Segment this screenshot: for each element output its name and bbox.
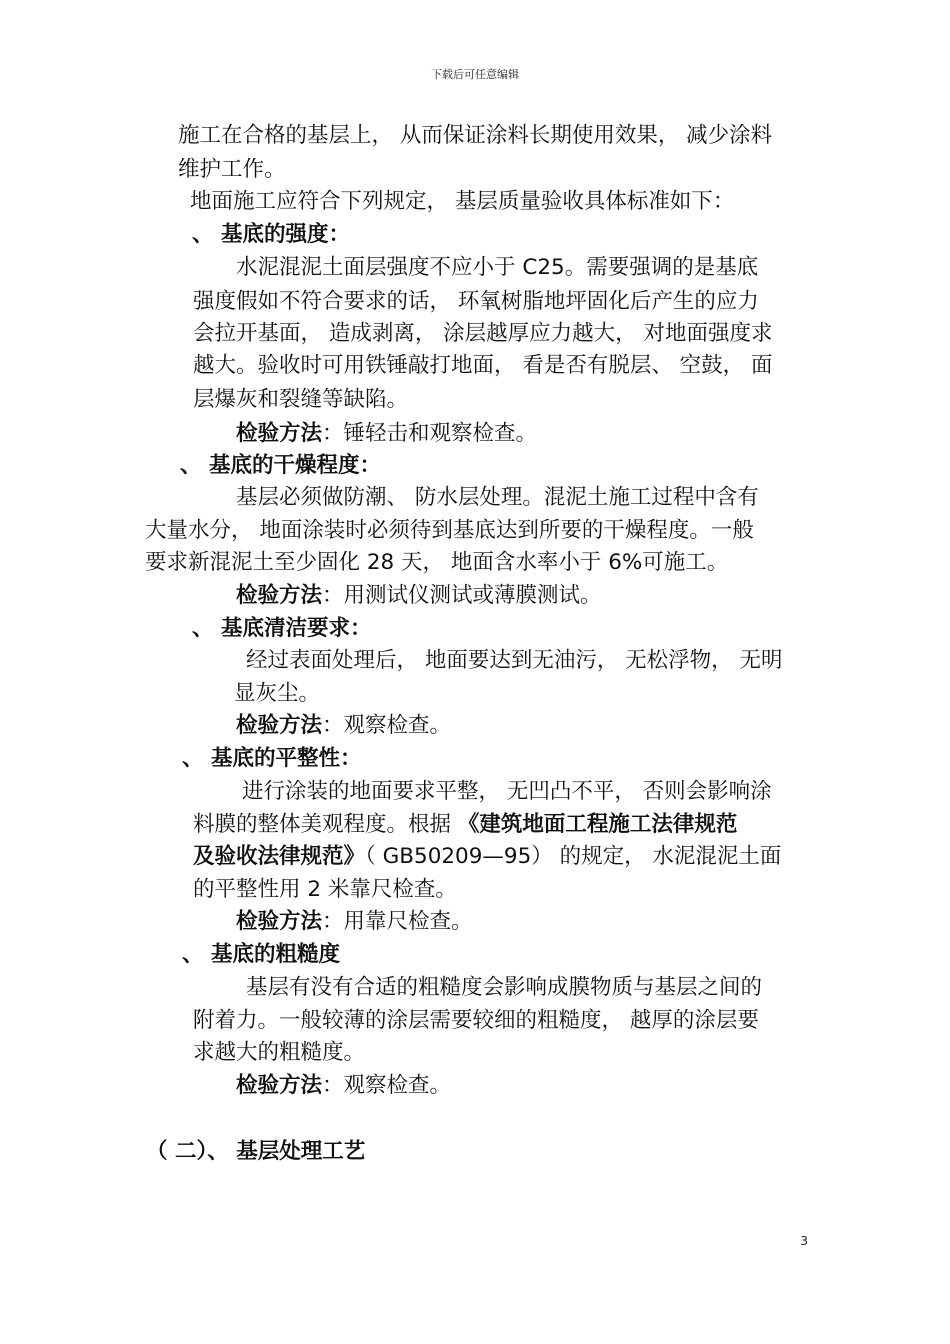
inspection-method (236, 418, 537, 450)
page-number: 3 (800, 1234, 808, 1248)
method-text: ：用测试仪测试或薄膜测试。 (322, 583, 602, 608)
intro-line-1: 施工在合格的基层上， 从而保证涂料长期使用效果， 减少涂料 (178, 123, 773, 148)
paragraph-line: 基层有没有合适的粗糙度会影响成膜物质与基层之间的 (246, 975, 763, 1000)
inspection-method (236, 710, 451, 742)
inspection-method (236, 906, 473, 938)
intro-line-2: 维护工作。 (178, 157, 286, 182)
section-heading-strength: 、 基底的强度： (192, 222, 350, 247)
method-text: ：用靠尺检查。 (322, 909, 473, 934)
standard-title: 《建筑地面工程施工法律规范 (457, 812, 738, 837)
paragraph-line: 显灰尘。 (234, 681, 321, 706)
paragraph-line: 会拉开基面， 造成剥离， 涂层越厚应力越大， 对地面强度求 (193, 321, 773, 346)
inspection-method (236, 580, 602, 612)
paragraph-line: 要求新混泥土至少固化 28 天， 地面含水率小于 6%可施工。 (145, 550, 729, 575)
paragraph-line: 的平整性用 2 米靠尺检查。 (193, 877, 457, 902)
method-text: ：锤轻击和观察检查。 (322, 421, 538, 446)
paragraph-line: 进行涂装的地面要求平整， 无凹凸不平， 否则会影响涂 (242, 779, 772, 804)
section-title-2: （ 二）、 基层处理工艺 (146, 1139, 366, 1164)
paragraph-line: 水泥混泥土面层强度不应小于 C25。需要强调的是基底 (236, 255, 759, 280)
paragraph-line: 经过表面处理后， 地面要达到无油污， 无松浮物， 无明 (246, 648, 783, 673)
method-label: 检验方法 (236, 583, 323, 608)
method-text: ：观察检查。 (322, 713, 452, 738)
paragraph-line: 强度假如不符合要求的话， 环氧树脂地坪固化后产生的应力 (193, 289, 759, 314)
method-label: 检验方法 (236, 1073, 323, 1098)
section-heading-dryness: 、 基底的干燥程度： (180, 453, 381, 478)
paragraph-line: 大量水分， 地面涂装时必须待到基底达到所要的干燥程度。一般 (145, 518, 754, 543)
paragraph-line: 层爆灰和裂缝等缺陷。 (193, 387, 409, 412)
section-heading-flatness: 、 基底的平整性： (182, 746, 362, 771)
method-text: ：观察检查。 (322, 1073, 452, 1098)
paragraph-line: 越大。验收时可用铁锤敲打地面， 看是否有脱层、 空鼓， 面 (193, 353, 773, 378)
method-label: 检验方法 (236, 713, 323, 738)
method-label: 检验方法 (236, 909, 323, 934)
paragraph-line: 求越大的粗糙度。 (193, 1040, 366, 1065)
section-heading-cleanliness: 、 基底清洁要求： (192, 616, 372, 641)
intro-line-3: 地面施工应符合下列规定， 基层质量验收具体标准如下： (190, 189, 735, 214)
method-label: 检验方法 (236, 421, 323, 446)
inspection-method (236, 1070, 451, 1102)
paragraph-line: 基层必须做防潮、 防水层处理。混泥土施工过程中含有 (236, 485, 759, 510)
paragraph-line: 料膜的整体美观程度。根据 《建筑地面工程施工法律规范 (193, 812, 738, 837)
paragraph-line: 及验收法律规范》（ GB50209—95） 的规定， 水泥混泥土面 (193, 844, 782, 869)
section-heading-roughness: 、 基底的粗糙度 (182, 942, 340, 967)
page-header: 下载后可任意编辑 (431, 68, 519, 81)
standard-title: 及验收法律规范》 (193, 844, 366, 869)
paragraph-line: 附着力。一般较薄的涂层需要较细的粗糙度， 越厚的涂层要 (193, 1008, 759, 1033)
